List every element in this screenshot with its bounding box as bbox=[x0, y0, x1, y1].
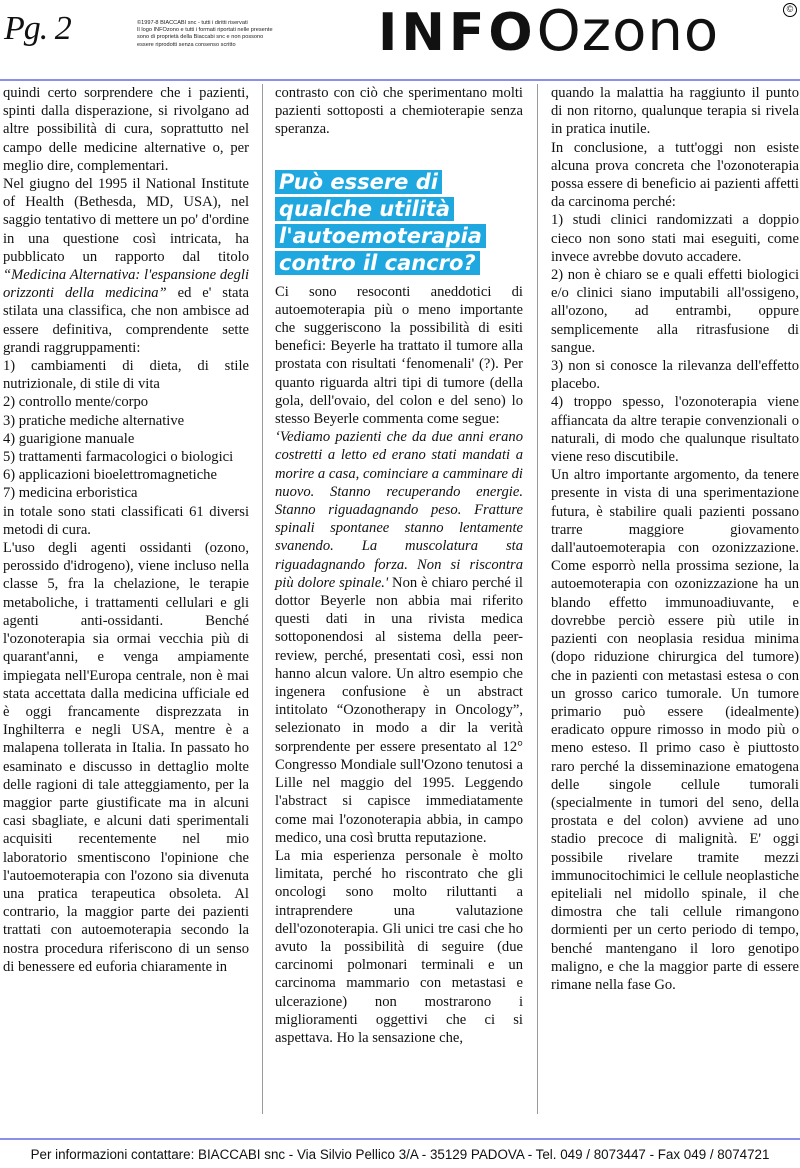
list-item: 3) pratiche mediche alternative bbox=[3, 412, 185, 429]
column-divider bbox=[537, 84, 538, 1114]
headline-line: l'autoemoterapia bbox=[275, 224, 486, 248]
copyright-mark-icon: © bbox=[783, 3, 797, 17]
list-item: 5) trattamenti farmacologici o biologici bbox=[3, 449, 234, 466]
paragraph-text: Non è chiaro perché il dottor Beyerle non abbia mai riferito questi dati in una rivista medica sottoponendosi al sistema della peer-review, perché, presentati così, essi non hanno alcun valore. Un altro esempio che ingenera confusione è un abstract intitolato “Ozonotherapy in Oncology”, selezionato in modo a dir la verità sorprendente per essere presentato al 12° Congresso Mondiale sull'Ozono tenutosi a Lille nel maggio del 1995. Leggendo l'abstract si capisce immediatamente come mai l'ozonoterapia abbia, in campo medico, una così brutta reputazione. bbox=[275, 574, 523, 846]
logo-ozono: Ozono bbox=[536, 0, 720, 64]
list-item: 7) medicina erboristica bbox=[3, 485, 138, 502]
list-item: 4) guarigione manuale bbox=[3, 430, 135, 447]
headline-line: qualche utilità bbox=[275, 197, 454, 221]
column-divider bbox=[262, 84, 263, 1114]
article-column-2 bbox=[275, 84, 523, 1047]
article-column-3 bbox=[551, 84, 799, 994]
page-header bbox=[0, 0, 800, 86]
list-item: 2) non è chiaro se e quali effetti biologici e/o clinici siano imputabili all'ossigeno, all'ozono, ad entrambi, oppure semplicemente alla ritrasfusione di sangue. bbox=[551, 267, 799, 356]
paragraph: in totale sono stati classificati 61 diversi metodi di cura. bbox=[3, 503, 249, 538]
paragraph bbox=[275, 428, 523, 847]
copyright-line: essere riprodotti senza consenso scritto bbox=[137, 41, 236, 48]
headline-line: Può essere di bbox=[275, 170, 442, 194]
paragraph-text: Nel giugno del 1995 il National Institute of Health (Bethesda, MD, USA), nel saggio tentativo di mettere un po' d'ordine in una questione così intricata, ha pubblicato un rapporto dal titolo bbox=[3, 176, 249, 265]
list-item: 1) studi clinici randomizzati a doppio cieco non sono stati mai eseguiti, come invece avrebbe dovuto accadere. bbox=[551, 212, 799, 265]
paragraph: quindi certo sorprendere che i pazienti, spinti dalla disperazione, si rivolgano ad altre possibilità di cura, soprattutto nel campo delle medicine alternative o, per meglio dire, complementari. bbox=[3, 85, 249, 174]
article-column-1 bbox=[3, 84, 249, 976]
contact-footer: Per informazioni contattare: BIACCABI snc - Via Silvio Pellico 3/A - 35129 PADOVA - Tel. 049 / 8073447 - Fax 049 / 8074721 bbox=[30, 1147, 770, 1162]
paragraph: quando la malattia ha raggiunto il punto di non ritorno, qualunque terapia si rivela in pratica inutile. bbox=[551, 85, 799, 138]
copyright-line: ©1997-8 BIACCABI snc - tutti i diritti riservati bbox=[137, 20, 248, 26]
paragraph: L'uso degli agenti ossidanti (ozono, perossido d'idrogeno), viene incluso nella classe 5, fra la chelazione, le terapie metaboliche, i trattamenti cellulari e gli agenti anti-ossidanti. Benché l'ozonoterapia sia ormai vecchia più di quarant'anni, e venga ampiamente impiegata nell'Europa centrale, non è mai stata accettata dalla medicina ufficiale ed è oggi francamente disprezzata in Inghilterra e negli USA, mentre è a malapena tollerata in Italia. In passato ho esaminato e discusso in dettaglio molte delle ragioni di tale atteggiamento, per la maggior parte giustificate ma in alcuni casi sbagliate, e alcuni dati sperimentali acquisiti recentemente nel mio laboratorio smentiscono l'opinione che l'autoemoterapia con l'ozono sia divenuta una pratica terapeutica obsoleta. Al contrario, la maggior parte dei pazienti trattati con autoemoterapia secondo la nostra procedura riferiscono di un senso di benessere ed euforia chiaramente in bbox=[3, 540, 249, 975]
copyright-line: Il logo INFOzono e tutti i formati riportati nelle presente bbox=[137, 27, 273, 34]
section-headline bbox=[275, 169, 523, 277]
report-title: “Medicina Alternativa: l'espansione degli orizzonti della medicina” bbox=[3, 267, 249, 302]
paragraph: contrasto con ciò che sperimentano molti pazienti sottoposti a chemioterapie senza speranza. bbox=[275, 85, 523, 138]
beyerle-quote: ‘Vediamo pazienti che da due anni erano costretti a letto ed erano stati mandati a morire a casa, cominciare a camminare di nuovo. Stanno recuperando energie. Stanno riguadagnando peso. Fratture spinali spontanee stanno lentamente svanendo. La muscolatura sta riguadagnando forza. Non si riscontra più dolore spinale.' bbox=[275, 429, 523, 591]
page-number: Pg. 2 bbox=[4, 10, 71, 47]
list-item: 1) cambiamenti di dieta, di stile nutrizionale, di stile di vita bbox=[3, 358, 249, 393]
paragraph: La mia esperienza personale è molto limitata, perché ho riscontrato che gli oncologi sono molto riluttanti a intraprendere una valutazione dell'ozonoterapia. Gli unici tre casi che ho avuto la possibilità di seguire (due carcinomi polmonari terminali e un carcinoma mammario con metastasi e ulcerazione) non mostrarono i miglioramenti oggettivi che ci si aspettava. Ho la sensazione che, bbox=[275, 847, 523, 1046]
list-item: 6) applicazioni bioelettromagnetiche bbox=[3, 467, 217, 484]
list-item: 3) non si conosce la rilevanza dell'effetto placebo. bbox=[551, 358, 799, 393]
paragraph: In conclusione, a tutt'oggi non esiste alcuna prova concreta che l'ozonoterapia possa essere di beneficio ai pazienti affetti da carcinoma perché: bbox=[551, 139, 799, 211]
infozono-logo bbox=[378, 2, 719, 62]
list-item: 4) troppo spesso, l'ozonoterapia viene affiancata da altre terapie convenzionali o naturali, di modo che qualunque risultato viene reso discutibile. bbox=[551, 394, 799, 466]
headline-line: contro il cancro? bbox=[275, 251, 480, 275]
paragraph-text: ed e' stata stilata una classifica, che non ambisce ad essere definitiva, comprendente sette grandi raggruppamenti: bbox=[3, 285, 250, 356]
footer-divider bbox=[0, 1138, 800, 1140]
header-divider bbox=[0, 79, 800, 81]
logo-ozono-text: zono bbox=[581, 0, 720, 64]
list-item: 2) controllo mente/corpo bbox=[3, 394, 149, 411]
logo-info: INFO bbox=[378, 3, 537, 63]
paragraph: Ci sono resoconti aneddotici di autoemoterapia più o meno importante che suggeriscono la possibilità di esiti benefici: Beyerle ha trattato il tumore alla prostata con risultati ‘fenomenali' (?). Per quanto riguarda altri tipi di tumore (della gola, dell'ovaio, del colon e del seno) lo stesso Beyerle commenta come segue: bbox=[275, 283, 523, 428]
paragraph bbox=[3, 175, 249, 357]
copyright-line: sono di proprietà della Biaccabi snc e non possono bbox=[137, 34, 264, 41]
copyright-notice bbox=[137, 20, 312, 49]
paragraph: Un altro importante argomento, da tenere presente in vista di una sperimentazione futura, è stabilire quali pazienti possano trarre maggiore giovamento dall'autoemoterapia con ozonizzazione. Come esporrò nella prossima sezione, la autoemoterapia con ozonizzazione ha un blando effetto immunoadiuvante, e dovrebbe perciò essere più utile in pazienti con neoplasia residua minima (dopo riduzione chirurgica del tumore) che in pazienti con metastasi estesa o con un grosso carico tumorale. Un tumore primario può essere (idealmente) eradicato oppure rimosso in modo più o meno esteso. Il primo caso è piuttosto raro perché la disseminazione ematogena delle singole cellule tumorali (specialmente in tumori del seno, della prostata e del colon) avviene ad uno stadio precoce di malignità. E' oggi possibile rivelare tramite mezzi immunocitochimici le cellule neoplastiche epiteliali nel midollo spinale, il che dimostra che tali cellule rimangono dormienti per un certo periodo di tempo, benché mantengano il loro genotipo maligno, e che la maggior parte di essere rimane nella fase Go. bbox=[551, 467, 799, 993]
